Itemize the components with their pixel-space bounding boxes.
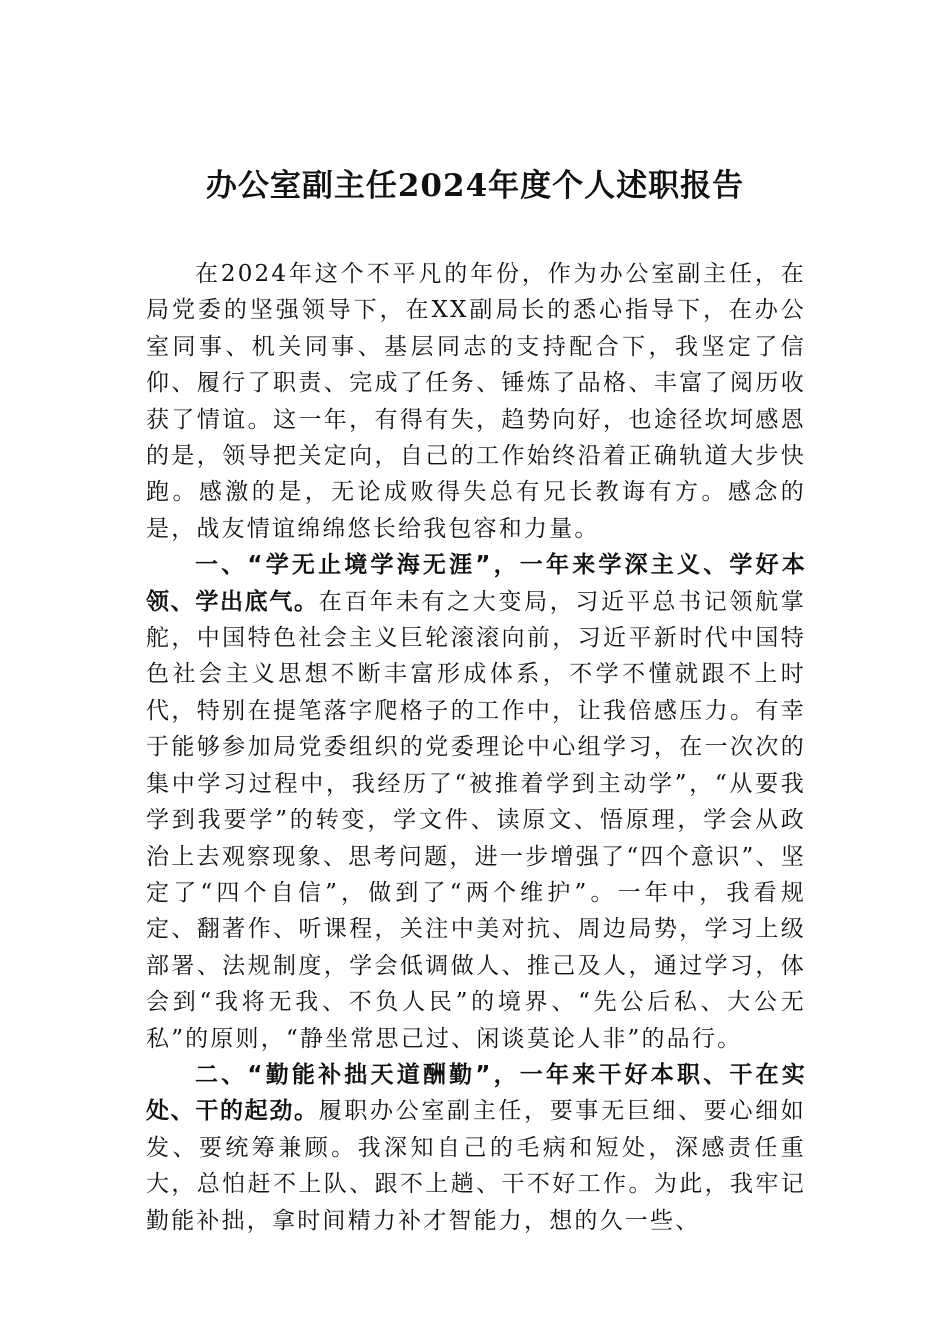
section-2-heading: 二、“勤能补拙天道酬勤”，一年来干好本职、干在实处、干的起劲。 <box>146 1061 806 1125</box>
section-1-paragraph <box>146 547 806 1057</box>
section-1-body: 在百年未有之大变局，习近平总书记领航掌舵，中国特色社会主义巨轮滚滚向前，习近平新时代中国特色社会主义思想不断丰富形成体系，不学不懂就跟不上时代，特别在提笔落字爬格子的工作中，让我倍感压力。有幸于能够参加局党委组织的党委理论中心组学习，在一次次的集中学习过程中，我经历了“被推着学到主动学”，“从要我学到我要学”的转变，学文件、读原文、悟原理，学会从政治上去观察现象、思考问题，进一步增强了“四个意识”、坚定了“四个自信”，做到了“两个维护”。一年中，我看规定、翻著作、听课程，关注中美对抗、周边局势，学习上级部署、法规制度，学会低调做人、推己及人，通过学习，体会到“我将无我、不负人民”的境界、“先公后私、大公无私”的原则，“静坐常思己过、闲谈莫论人非”的品行。 <box>146 588 806 1052</box>
section-2-body: 履职办公室副主任，要事无巨细、要心细如发、要统筹兼顾。我深知自己的毛病和短处，深感责任重大，总怕赶不上队、跟不上趟、干不好工作。为此，我牢记勤能补拙，拿时间精力补才智能力，想的久一些、 <box>146 1098 806 1234</box>
section-1-heading: 一、“学无止境学海无涯”，一年来学深主义、学好本领、学出底气。 <box>146 552 806 615</box>
report-body <box>146 256 806 1239</box>
report-title: 办公室副主任2024年度个人述职报告 <box>205 168 745 204</box>
intro-paragraph: 在2024年这个不平凡的年份，作为办公室副主任，在局党委的坚强领导下，在XX副局长的悉心指导下，在办公室同事、机关同事、基层同志的支持配合下，我坚定了信仰、履行了职责、完成了任务、锤炼了品格、丰富了阅历收获了情谊。这一年，有得有失，趋势向好，也途径坎坷感恩的是，领导把关定向，自己的工作始终沿着正确轨道大步快跑。感激的是，无论成败得失总有兄长教诲有方。感念的是，战友情谊绵绵悠长给我包容和力量。 <box>146 261 806 542</box>
section-2-paragraph <box>146 1057 806 1239</box>
